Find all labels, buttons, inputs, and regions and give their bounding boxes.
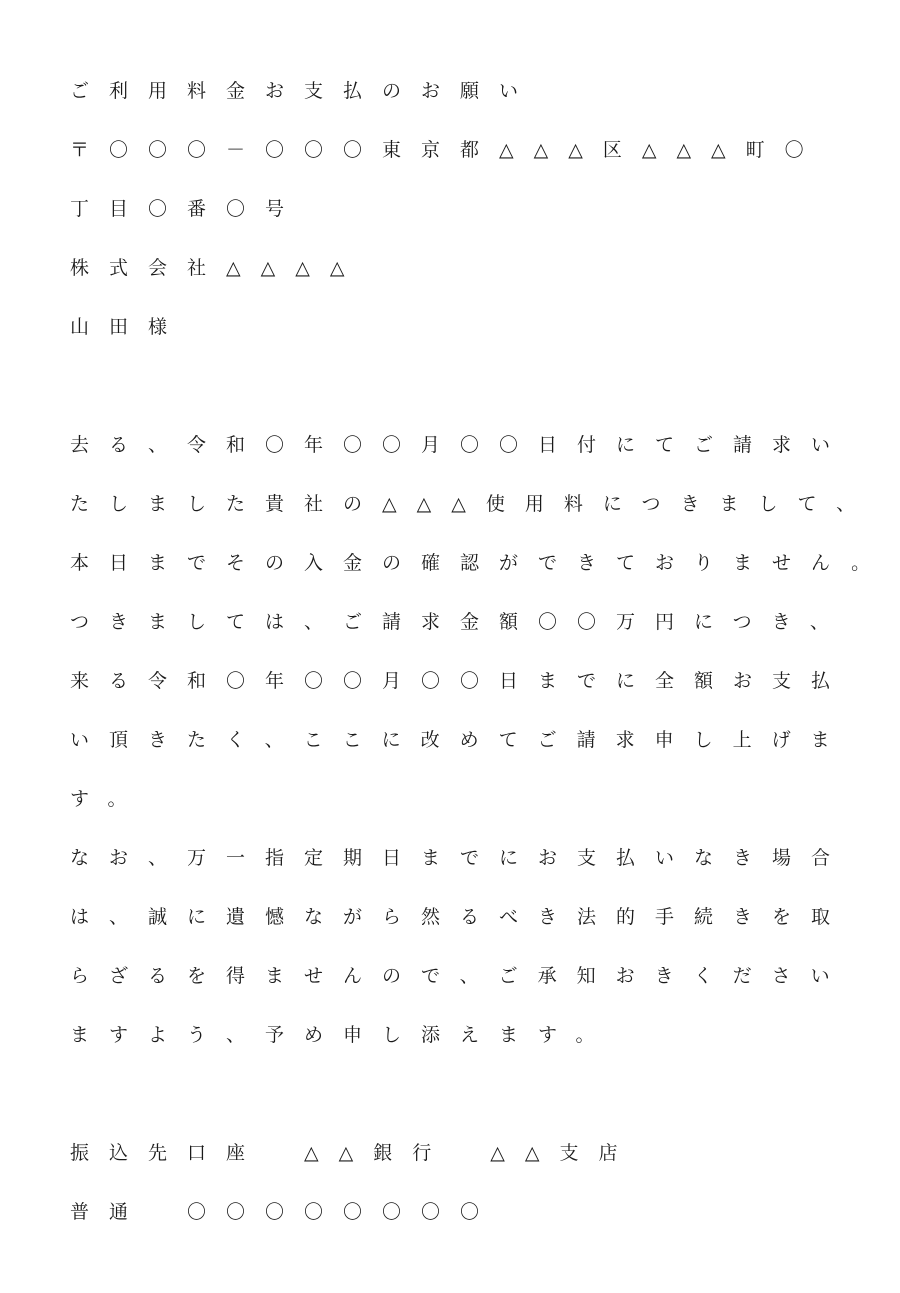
body-line: 去る、令和〇年〇〇月〇〇日付にてご請求い — [70, 434, 851, 456]
document-title: ご利用料金お支払のお願い — [70, 80, 539, 102]
body-line: 来る令和〇年〇〇月〇〇日までに全額お支払 — [70, 670, 851, 692]
body-line: 本日までその入金の確認ができておりません。 — [70, 552, 891, 574]
bank-account-number: 普通 〇〇〇〇〇〇〇〇 — [70, 1201, 500, 1223]
bank-account-line: 振込先口座 △△銀行 △△支店 — [70, 1142, 638, 1164]
body-line: す。 — [70, 788, 147, 810]
address-line-1: 〒〇〇〇－〇〇〇東京都△△△区△△△町〇 — [70, 139, 824, 161]
body-line: ますよう、予め申し添えます。 — [70, 1024, 615, 1046]
body-line: らざるを得ませんので、ご承知おきください — [70, 965, 850, 987]
company-name: 株式会社△△△△ — [70, 257, 365, 279]
body-line: は、誠に遺憾ながら然るべき法的手続きを取 — [70, 906, 851, 928]
body-line: たしました貴社の△△△使用料につきまして、 — [70, 493, 876, 515]
address-line-2: 丁目〇番〇号 — [70, 198, 305, 220]
recipient-name: 山田様 — [70, 316, 188, 338]
body-line: つきましては、ご請求金額〇〇万円につき、 — [70, 611, 849, 633]
body-line: い頂きたく、ここに改めてご請求申し上げま — [70, 729, 850, 751]
body-line: なお、万一指定期日までにお支払いなき場合 — [70, 847, 851, 869]
